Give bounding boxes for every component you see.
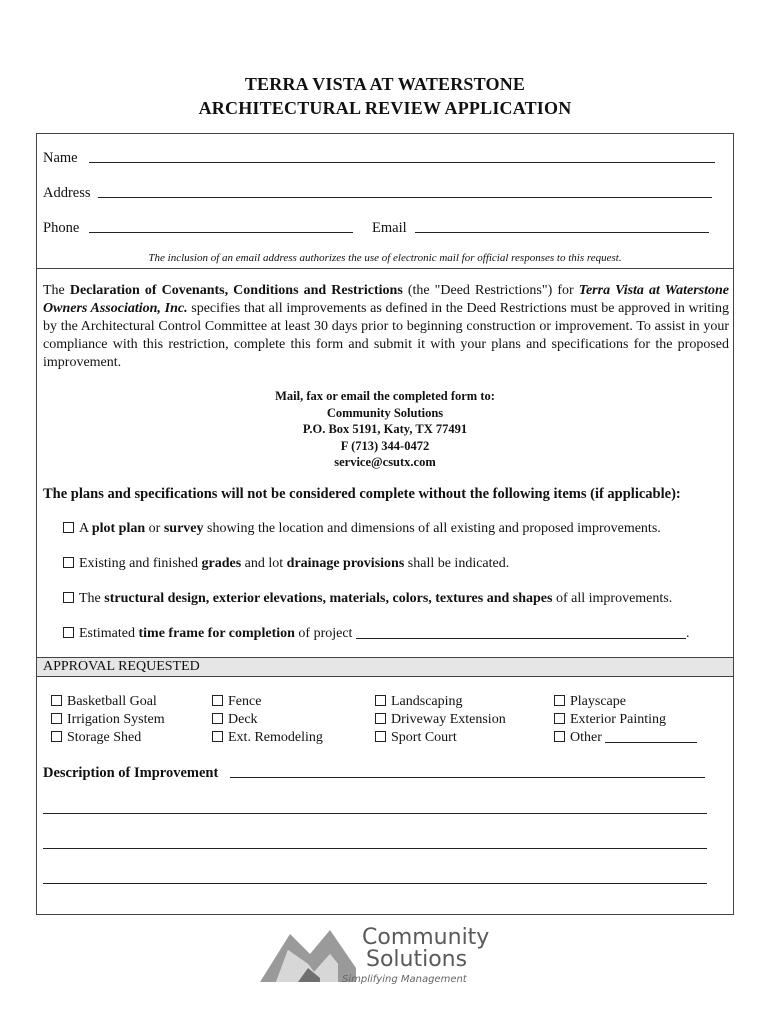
- mail-to-heading: Mail, fax or email the completed form to:: [275, 389, 495, 403]
- option-deck[interactable]: [212, 712, 258, 728]
- option-label: Sport Court: [391, 730, 457, 745]
- logo-word-solutions: Solutions: [366, 947, 468, 972]
- intro-text-3: specifies that all improvements as defined in the Deed Restrictions must be approved in writing by the Architectural Control Committee at least 30 days prior to beginning construction or improvement. To assist in your compliance with this restriction, complete this form and submit it with your plans and specifications for the proposed improvement.: [43, 301, 729, 370]
- phone-label: Phone: [43, 220, 80, 236]
- requirement-item-grades: [63, 556, 509, 572]
- checkbox[interactable]: [212, 713, 223, 724]
- checkbox[interactable]: [63, 522, 74, 533]
- req-text: Estimated: [79, 626, 139, 641]
- title-line-1: TERRA VISTA AT WATERSTONE: [244, 74, 526, 94]
- option-sport-court[interactable]: [375, 730, 457, 746]
- option-label: Driveway Extension: [391, 712, 506, 727]
- option-label: Exterior Painting: [570, 712, 667, 727]
- checkbox[interactable]: [375, 731, 386, 742]
- requirement-item-structural: [63, 591, 672, 607]
- req-text: A: [79, 521, 92, 536]
- option-exterior-painting[interactable]: [554, 712, 666, 728]
- checkbox[interactable]: [51, 713, 62, 724]
- description-field[interactable]: [230, 777, 705, 778]
- description-line[interactable]: [43, 883, 707, 884]
- email-note: The inclusion of an email address authorizes the use of electronic mail for official responses to this request.: [148, 252, 622, 264]
- req-bold: structural design, exterior elevations, materials, colors, textures and shapes: [104, 591, 553, 606]
- checkbox[interactable]: [375, 713, 386, 724]
- req-text: .: [685, 626, 690, 641]
- option-ext-remodeling[interactable]: [212, 730, 323, 746]
- address-field[interactable]: [98, 197, 712, 198]
- mail-to-address: P.O. Box 5191, Katy, TX 77491: [302, 422, 468, 436]
- name-field[interactable]: [89, 162, 715, 163]
- intro-text-1: The: [43, 283, 70, 298]
- req-text: and lot: [241, 556, 287, 571]
- checkbox[interactable]: [554, 695, 565, 706]
- other-field[interactable]: [605, 742, 697, 743]
- approval-heading: APPROVAL REQUESTED: [37, 657, 733, 677]
- name-label: Name: [43, 150, 78, 166]
- req-text: showing the location and dimensions of all existing and proposed improvements.: [203, 521, 661, 536]
- mail-to-email: service@csutx.com: [334, 455, 436, 469]
- option-playscape[interactable]: [554, 694, 626, 710]
- option-storage-shed[interactable]: [51, 730, 141, 746]
- checkbox[interactable]: [51, 731, 62, 742]
- mail-to-fax: F (713) 344-0472: [340, 438, 430, 453]
- community-solutions-logo: [258, 924, 518, 994]
- req-bold: grades: [201, 556, 242, 571]
- intro-text-2: (the "Deed Restrictions") for: [402, 283, 579, 298]
- checkbox[interactable]: [212, 731, 223, 742]
- intro-declaration: Declaration of Covenants, Conditions and Restrictions: [69, 283, 403, 298]
- option-fence[interactable]: [212, 694, 261, 710]
- option-label: Landscaping: [391, 694, 463, 709]
- option-label: Playscape: [570, 694, 626, 709]
- option-label: Basketball Goal: [67, 694, 157, 709]
- checkbox[interactable]: [212, 695, 223, 706]
- option-other[interactable]: [554, 730, 697, 746]
- option-label: Storage Shed: [67, 730, 142, 745]
- email-field[interactable]: [415, 232, 709, 233]
- req-text: Existing and finished: [79, 556, 202, 571]
- option-label: Fence: [228, 694, 262, 709]
- form-title: [0, 72, 770, 120]
- form-frame: [36, 133, 734, 915]
- option-label: Deck: [228, 712, 258, 727]
- option-irrigation-system[interactable]: [51, 712, 165, 728]
- req-text: shall be indicated.: [404, 556, 510, 571]
- req-bold: time frame for completion: [138, 626, 295, 641]
- section-divider: [37, 268, 733, 269]
- option-basketball-goal[interactable]: [51, 694, 157, 710]
- option-label: Other: [570, 730, 602, 745]
- checkbox[interactable]: [63, 592, 74, 603]
- intro-association: Terra Vista at Waterstone Owners Association, Inc.: [43, 283, 729, 316]
- email-label: Email: [372, 220, 407, 236]
- req-bold: survey: [163, 521, 204, 536]
- option-driveway-extension[interactable]: [375, 712, 506, 728]
- timeframe-field[interactable]: [356, 638, 686, 639]
- checkbox[interactable]: [554, 731, 565, 742]
- requirement-item-timeframe: [63, 626, 689, 642]
- intro-paragraph: [43, 282, 729, 372]
- checkbox[interactable]: [554, 713, 565, 724]
- req-bold: drainage provisions: [286, 556, 405, 571]
- mail-to-company: Community Solutions: [326, 405, 444, 420]
- description-line[interactable]: [43, 813, 707, 814]
- logo-word-community: Community: [362, 925, 490, 950]
- req-text: of project: [294, 626, 353, 641]
- logo-tagline: Simplifying Management: [342, 974, 467, 985]
- mail-to-block: [37, 388, 733, 471]
- checkbox[interactable]: [375, 695, 386, 706]
- req-bold: plot plan: [91, 521, 146, 536]
- checkbox[interactable]: [51, 695, 62, 706]
- req-text: of all improvements.: [552, 591, 673, 606]
- phone-field[interactable]: [89, 232, 353, 233]
- title-line-2: ARCHITECTURAL REVIEW APPLICATION: [198, 98, 572, 118]
- option-label: Irrigation System: [67, 712, 165, 727]
- option-landscaping[interactable]: [375, 694, 463, 710]
- checkbox[interactable]: [63, 557, 74, 568]
- req-text: The: [79, 591, 105, 606]
- requirement-item-plot-plan: [63, 521, 661, 537]
- requirements-heading: The plans and specifications will not be considered complete without the following items (if applicable):: [43, 486, 681, 502]
- option-label: Ext. Remodeling: [228, 730, 323, 745]
- description-label: Description of Improvement: [43, 765, 219, 781]
- description-line[interactable]: [43, 848, 707, 849]
- req-text: or: [145, 521, 164, 536]
- address-label: Address: [43, 185, 91, 201]
- checkbox[interactable]: [63, 627, 74, 638]
